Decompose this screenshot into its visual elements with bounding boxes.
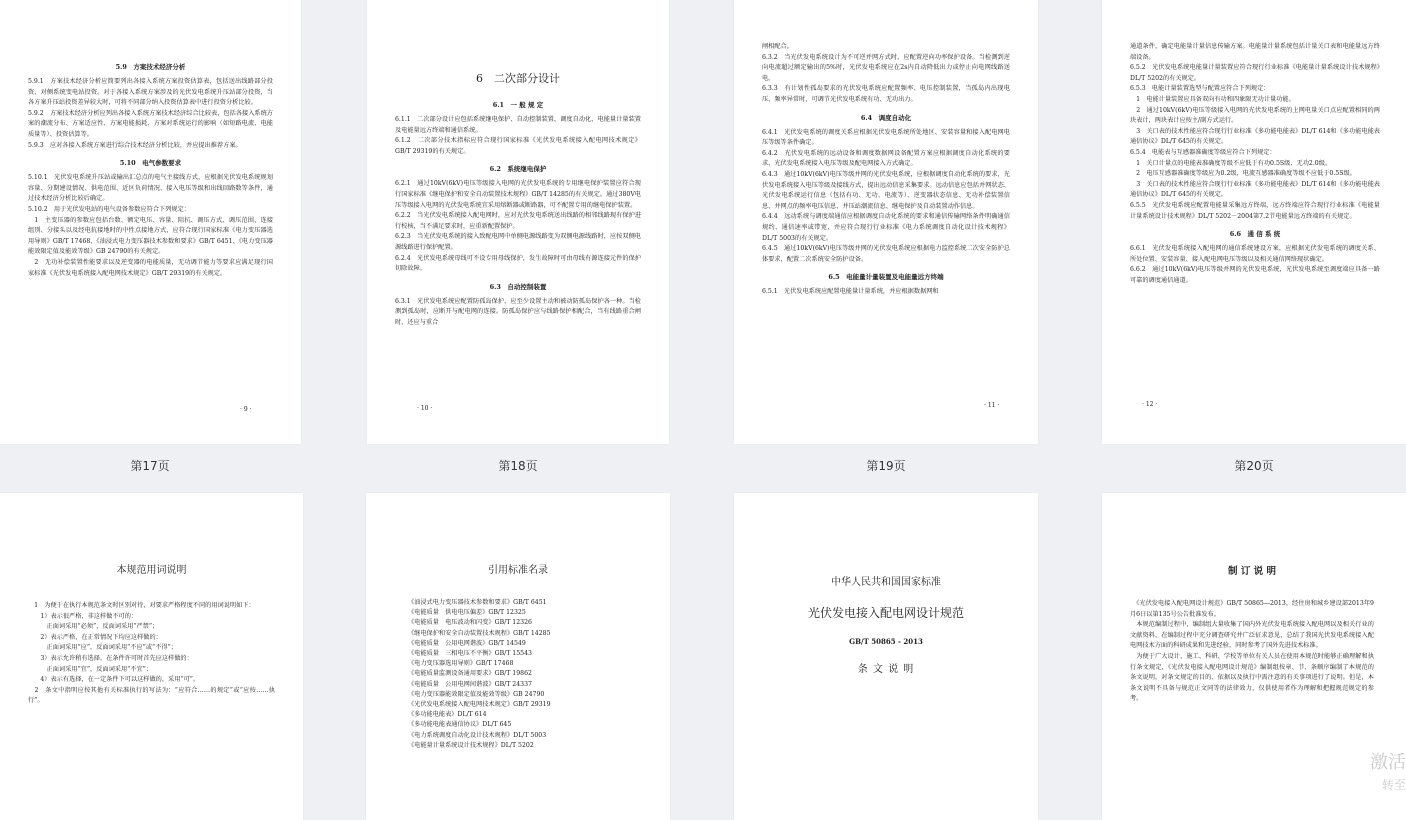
paragraph: 6.2.2 当光伏发电系统接入配电网时，应对光伏发电系统送出线路的相邻线路现有保护进行校核，当不满足要求时，应重新配置保护。 bbox=[395, 212, 641, 230]
reference-item: 《油浸式电力变压器技术参数和要求》GB/T 6451 bbox=[408, 599, 547, 606]
paragraph: 1 关口计量点的电能表准确度等级不应低于有功0.5S级、无功2.0级。 bbox=[1130, 159, 1332, 167]
standard-code: GB/T 50865 - 2013 bbox=[849, 637, 923, 646]
page-18[interactable] bbox=[367, 0, 669, 444]
reference-item: 《多功能电能表通信协议》DL/T 645 bbox=[408, 721, 512, 729]
section-heading: 6.4 调度自动化 bbox=[860, 113, 912, 122]
paragraph: 6.3.1 光伏发电系统应配置防孤岛保护，应至少设置主动和被动防孤岛保护各一种。当检测到孤岛时，应断开与配电网的连接。防孤岛保护应与线路保护相配合，当有线路重合闸时，还应与重合 bbox=[395, 297, 641, 326]
reference-item: 《电能质量 三相电压不平衡》GB/T 15543 bbox=[408, 650, 532, 658]
paragraph: 6.1.1 二次部分设计应包括系统继电保护、自动控制装置、调度自动化、电能量计量装置及电能量远方终端和通信系统。 bbox=[395, 116, 641, 134]
paragraph: 6.3.2 当光伏发电系统设计为不可逆并网方式时，应配置逆向功率保护设备。当检测到逆向电流超过额定输出的5%时，光伏发电系统应在2s内自动降低出力或停止向电网线路送电。 bbox=[762, 53, 1010, 82]
paragraph: 2 电压互感器准确度等级应为0.2级，电流互感器准确度等级不应低于0.5S级。 bbox=[1130, 170, 1356, 178]
paragraph: 《光伏发电接入配电网设计规范》GB/T 50865—2013，经住房和城乡建设部2013年9月6日以第135号公告批准发布。 bbox=[1130, 600, 1374, 618]
page-24[interactable] bbox=[1102, 493, 1406, 820]
page-number: · 12 · bbox=[1142, 401, 1158, 408]
paragraph: 6.2.1 通过10kV(6kV)电压等级接入电网的光伏发电系统的专用继电保护装置应符合现行国家标准《继电保护和安全自动装置技术规程》GB/T 14285的有关规定。通过380V电压等级接入电网的光伏发电系统宜采用熔断器或断路器，可不配置专用的继电保护装置。 bbox=[395, 180, 641, 209]
paragraph: 5.9.1 方案技术经济分析应简要列出各接入系统方案投资估算表，包括送出线路部分投资、对侧系统变电站投资。对于各接入系统方案涉及的光伏发电系统升压站部分投资，当各方案升压站投资差异较大时，可将不同部分纳入投资估算表中进行投资分析比较。 bbox=[28, 78, 273, 107]
page-19[interactable] bbox=[734, 0, 1038, 444]
reference-item: 《电力系统调度自动化设计技术规程》DL/T 5003 bbox=[408, 731, 547, 739]
page-22[interactable] bbox=[366, 493, 670, 820]
paragraph: 3）表示允许稍有选择，在条件许可时首先应这样做的： bbox=[28, 654, 193, 662]
page-title: 本规范用词说明 bbox=[116, 565, 187, 576]
page-number: · 11 · bbox=[984, 402, 1000, 409]
page-20[interactable] bbox=[1102, 0, 1406, 444]
page-17[interactable] bbox=[0, 0, 301, 444]
section-heading: 6.1 一 般 规 定 bbox=[492, 101, 544, 109]
reference-item: 《电能质量 公用电网间谐波》GB/T 24337 bbox=[408, 680, 532, 688]
paragraph: 2）表示严格，在正常情况下均应这样做的： bbox=[28, 633, 162, 641]
paragraph: 正面词采用“应”，反面词采用“不应”或“不得”； bbox=[28, 644, 177, 652]
reference-item: 《电能质量 公用电网谐波》GB/T 14549 bbox=[408, 639, 526, 647]
paragraph: 正面词采用“必须”，反面词采用“严禁”； bbox=[28, 623, 159, 631]
reference-item: 《电能量计量系统设计技术规程》DL/T 5202 bbox=[408, 741, 534, 749]
paragraph: 6.4.2 光伏发电系统的远动设备和调度数据网设备配置方案应根据调度自动化系统的要求、光伏发电系统接入电压等级及配电网接入方式确定。 bbox=[762, 149, 1010, 168]
paragraph: 6.5.2 光伏发电系统电能量计量装置应符合现行行业标准《电能量计量系统设计技术规程》DL/T 5202的有关规定。 bbox=[1130, 64, 1380, 82]
paragraph: 6.6.1 光伏发电系统接入配电网的通信系统建设方案，应根据光伏发电系统的调度关系、所处位置、安装容量、接入配电网电压等级以及相关通信网络现状确定。 bbox=[1130, 245, 1380, 263]
paragraph: 6.6.2 通过10kV(6kV)电压等级并网的光伏发电系统，光伏发电系统至调度端应具备一路可靠的调度通信通道。 bbox=[1130, 266, 1380, 284]
national-standard-label: 中华人民共和国国家标准 bbox=[831, 577, 941, 588]
page-title: 制 订 说 明 bbox=[1228, 566, 1276, 577]
paragraph: 6.5.3 电能计量装置选型与配置应符合下列规定： bbox=[1130, 85, 1270, 93]
paragraph: 6.1.2 二次部分技术指标应符合现行国家标准《光伏发电系统接入配电网技术规定》GB/T 29319的有关规定。 bbox=[395, 137, 641, 155]
reference-item: 《多功能电能表》DL/T 614 bbox=[408, 711, 487, 719]
paragraph: 1 电能计量装置应具备双向有功和四象限无功计量功能。 bbox=[1130, 95, 1295, 103]
reference-item: 《电能质量监测设备通用要求》GB/T 19862 bbox=[408, 670, 532, 678]
reference-item: 《电力变压器能效限定值及能效等级》GB 24790 bbox=[408, 690, 545, 698]
page-label-18[interactable]: 第18页 bbox=[498, 459, 538, 473]
paragraph: 通道条件，确定电能量计量信息传输方案。电能量计量系统包括计量关口表和电能量远方终端设备。 bbox=[1130, 43, 1380, 61]
paragraph: 1 主变压器的参数应包括台数、额定电压、容量、阻抗、调压方式、调压范围、连接组别、分接头以及经电抗接地时的中性点接地方式，应符合现行国家标准《电力变压器选用导则》GB/T 17468、《油浸式电力变压器技术参数和要求》GB/T 6451、《电力变压器能效限定值及能效等级》GB 24790的有关规定。 bbox=[28, 216, 273, 256]
paragraph: 6.4.4 远动系统与调度端通信应根据调度自动化系统的要求和通信传输网络条件明确通信规约、通信速率或带宽，并应符合现行行业标准《电力系统调度自动化设计技术规程》DL/T 5003的有关规定。 bbox=[762, 213, 1010, 242]
paragraph: 5.10.1 光伏发电系统升压站或输出汇总点的电气主接线方式，应根据光伏发电系统规划容量、分期建设情况、供电范围、近区负荷情况、接入电压等级和出线回路数等条件，通过技术经济分析比较后确定。 bbox=[28, 174, 273, 203]
page-number: · 9 · bbox=[240, 406, 252, 413]
paragraph: 1）表示很严格，非这样做不可的： bbox=[28, 612, 138, 620]
document-title: 光伏发电接入配电网设计规范 bbox=[807, 606, 964, 620]
section-heading: 6.2 系统继电保护 bbox=[489, 165, 547, 174]
page-title: 引用标准名录 bbox=[488, 565, 548, 576]
page-label-19[interactable]: 第19页 bbox=[866, 459, 906, 473]
section-heading: 6.3 自动控制装置 bbox=[489, 282, 547, 291]
reference-item: 《电能质量 电压波动和闪变》GB/T 12326 bbox=[408, 619, 532, 627]
paragraph: 6.3.3 有计划性孤岛要求的光伏发电系统应配置频率、电压控制装置，当孤岛内出现电压、频率异常时，可调节光伏发电系统有功、无功出力。 bbox=[762, 85, 1010, 103]
section-heading: 5.10 电气参数要求 bbox=[119, 159, 182, 168]
paragraph: 5.9.3 应对各接入系统方案进行综合技术经济分析比较，并应提出推荐方案。 bbox=[28, 141, 242, 149]
paragraph: 3 关口表的技术性能应符合现行行业标准《多功能电能表》DL/T 614和《多功能电能表通信协议》DL/T 645的有关规定。 bbox=[1130, 127, 1380, 146]
paragraph: 5.10.2 用于光伏发电站的电气设备参数应符合下列规定： bbox=[28, 205, 190, 213]
section-heading: 5.9 方案技术经济分析 bbox=[115, 63, 186, 71]
paragraph: 6.5.4 电能表与互感器准确度等级应符合下列规定： bbox=[1130, 148, 1276, 156]
paragraph: 6.4.1 光伏发电系统的调度关系应根据光伏发电系统所处地区、安装容量和接入配电网电压等级等条件确定。 bbox=[762, 128, 1010, 147]
paragraph: 为便于广大设计、施工、科研、学校等单位有关人员在使用本规范时能够正确理解和执行条文规定，《光伏发电接入配电网设计规范》编制组按章、节、条顺序编制了本规范的条文说明，对条文规定的目的、依据以及执行中需注意的有关事项进行了说明。但是，本条文说明不具备与规范正文同等的法律效力，仅供使用者作为理解和把握规范规定的参考。 bbox=[1130, 652, 1374, 703]
page-label-17[interactable]: 第17页 bbox=[130, 459, 170, 473]
reference-item: 《电力变压器选用导则》GB/T 17468 bbox=[408, 660, 514, 668]
paragraph: 6.4.5 通过10kV(6kV)电压等级并网的光伏发电系统应根据电力监控系统二次安全防护总体要求，配置二次系统安全防护设备。 bbox=[762, 245, 1010, 263]
paragraph: 6.2.3 当光伏发电系统的接入致配电网中单侧电源线路变为双侧电源线路时，应按双侧电源线路进行保护配置。 bbox=[395, 233, 641, 251]
paragraph: 2 条文中指明应按其他有关标准执行的写法为：“应符合……的规定”或“应按……执行”。 bbox=[28, 686, 275, 705]
subtitle: 条 文 说 明 bbox=[857, 664, 915, 675]
paragraph: 正面词采用“宜”，反面词采用“不宜”； bbox=[28, 665, 153, 673]
paragraph: 本规范编制过程中，编制组大量收集了国内外光伏发电系统接入配电网以及相关行业的文献资料，在编制过程中充分调查研究并广泛征求意见，总结了我国光伏发电系统接入配电网技术方面的科研成果和先进经验，同时参考了国外先进技术标准。 bbox=[1130, 621, 1374, 650]
paragraph: 闸相配合。 bbox=[762, 43, 793, 50]
paragraph: 6.2.4 光伏发电系统母线可不设专用母线保护，发生故障时可由母线有源连接元件的保护切除故障。 bbox=[395, 254, 641, 273]
paragraph: 6.5.5 光伏发电系统应配置电能量采集远方终端，远方终端应符合现行行业标准《电能量计量系统设计技术规程》DL/T 5202－2004第7.2节电能量远方终端的有关规定。 bbox=[1130, 201, 1380, 220]
page-label-20[interactable]: 第20页 bbox=[1234, 459, 1274, 473]
paragraph: 4）表示有选择，在一定条件下可以这样做的，采用“可”。 bbox=[28, 676, 200, 684]
paragraph: 1 为便于在执行本规范条文时区别对待，对要求严格程度不同的用词说明如下： bbox=[28, 602, 255, 609]
reference-item: 《光伏发电系统接入配电网技术规定》GB/T 29319 bbox=[408, 701, 551, 709]
page-23[interactable] bbox=[734, 493, 1038, 820]
chapter-title: 6 二次部分设计 bbox=[476, 72, 560, 85]
reference-item: 《继电保护和安全自动装置技术规程》GB/T 14285 bbox=[408, 629, 551, 637]
paragraph: 6.4.3 通过10kV(6kV)电压等级并网的光伏发电系统，应根据调度自动化系统的要求，光伏发电系统接入电压等级及接线方式，提出远动信息采集要求。远动信息应包括并网状态、光伏发电系统运行信息（包括有功、无功、电流等）、逆变器状态信息、无功补偿装置信息、并网点的频率电压信息、并压站潮流信息、继电保护及自动装置动作信息。 bbox=[762, 170, 1010, 210]
page-21[interactable] bbox=[0, 493, 303, 820]
paragraph: 3 关口表的技术性能应符合现行行业标准《多功能电能表》DL/T 614和《多功能电能表通信协议》DL/T 645的有关规定。 bbox=[1130, 180, 1380, 199]
watermark-activate: 激活 bbox=[1370, 752, 1406, 773]
paragraph: 2 无功补偿装置性能要求以及逆变器的电能质量，无功调节能力等要求应满足现行国家标准《光伏发电系统接入配电网技术规定》GB/T 29319的有关规定。 bbox=[28, 258, 273, 277]
section-heading: 6.6 通 信 系 统 bbox=[1229, 230, 1281, 239]
paragraph: 2 通过10kV(6kV)电压等级接入电网的光伏发电系统的上网电量关口点应配置相同的两块表计，两块表计应按主/副方式运行。 bbox=[1130, 106, 1380, 125]
paragraph: 5.9.2 方案技术经济分析应列出各接入系统方案技术经济综合比较表，包括各接入系统方案的潮流分布、方案适应性、方案电能损耗、方案对系统运行的影响（如短路电流、电能质量等）、投资估算等。 bbox=[28, 109, 273, 138]
reference-item: 《电能质量 供电电压偏差》GB/T 12325 bbox=[408, 609, 526, 617]
paragraph: 6.5.1 光伏发电系统应配置电能量计量系统，并应根据数据网和 bbox=[762, 288, 939, 296]
watermark-goto: 转至 bbox=[1381, 778, 1406, 792]
page-number: · 10 · bbox=[417, 405, 433, 412]
section-heading: 6.5 电能量计量装置及电能量远方终端 bbox=[828, 273, 944, 282]
